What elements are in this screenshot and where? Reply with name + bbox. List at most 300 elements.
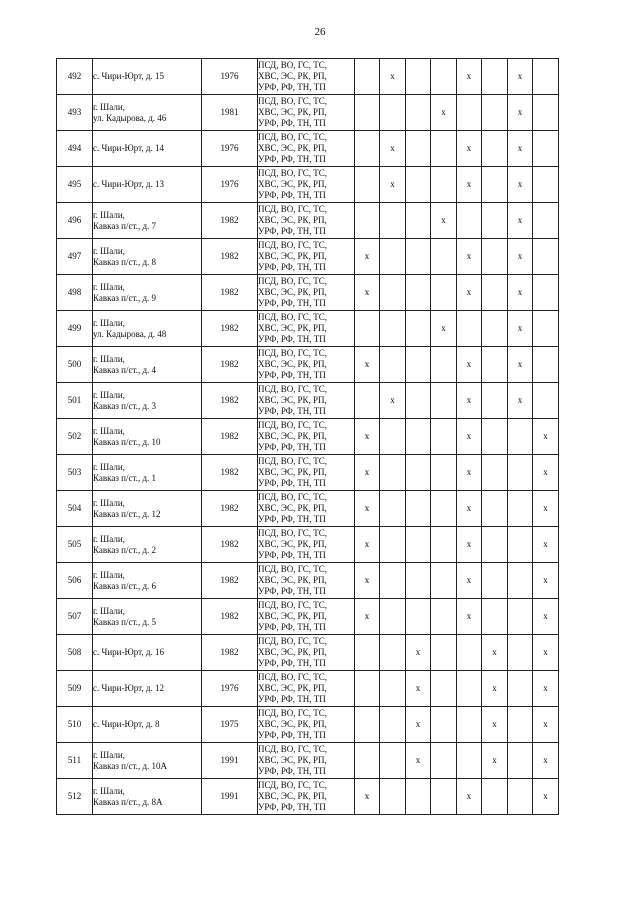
row-number-cell: 499 (57, 311, 93, 347)
row-number-cell: 492 (57, 59, 93, 95)
address-cell (93, 347, 202, 383)
address-line: Кавказ п/ст., д. 7 (93, 220, 157, 231)
year-cell: 1982 (202, 455, 258, 491)
mark-cell: х (457, 527, 482, 563)
mark-cell (482, 167, 508, 203)
mark-cell (355, 311, 380, 347)
systems-cell (258, 59, 355, 95)
address-line: Кавказ п/ст., д. 9 (93, 292, 157, 303)
mark-cell (380, 419, 406, 455)
row-number-cell: 506 (57, 563, 93, 599)
mark-cell (482, 203, 508, 239)
table-row (57, 563, 585, 599)
table-row (57, 455, 585, 491)
systems-line: ХВС, ЭС, РК, РП, (258, 359, 327, 369)
systems-cell (258, 239, 355, 275)
mark-cell: х (355, 563, 380, 599)
address-cell (93, 419, 202, 455)
mark-cell (533, 239, 559, 275)
address-line: г. Шали, (93, 569, 125, 580)
mark-cell: х (380, 167, 406, 203)
systems-cell (258, 383, 355, 419)
mark-cell: х (533, 455, 559, 491)
row-number-cell: 497 (57, 239, 93, 275)
mark-cell (355, 707, 380, 743)
mark-cell (355, 635, 380, 671)
year-cell: 1982 (202, 491, 258, 527)
mark-cell: х (406, 743, 431, 779)
mark-cell (533, 59, 559, 95)
systems-line: УРФ, РФ, ТН, ТП (258, 478, 326, 488)
systems-cell (258, 563, 355, 599)
mark-cell (457, 707, 482, 743)
mark-cell: х (355, 779, 380, 815)
mark-cell (508, 599, 533, 635)
mark-cell (406, 167, 431, 203)
systems-line: ПСД, ВО, ГС, ТС, (258, 672, 328, 682)
systems-line: УРФ, РФ, ТН, ТП (258, 226, 326, 236)
row-number-cell: 500 (57, 347, 93, 383)
row-number-cell: 505 (57, 527, 93, 563)
mark-cell (406, 491, 431, 527)
year-cell: 1982 (202, 383, 258, 419)
mark-cell: х (508, 383, 533, 419)
systems-line: ПСД, ВО, ГС, ТС, (258, 384, 328, 394)
address-cell (93, 203, 202, 239)
mark-cell (355, 203, 380, 239)
table-row (57, 671, 585, 707)
mark-cell (508, 743, 533, 779)
address-line: г. Шали, (93, 497, 125, 508)
mark-cell: х (431, 203, 457, 239)
address-line: Кавказ п/ст., д. 3 (93, 400, 157, 411)
mark-cell (355, 95, 380, 131)
address-cell (93, 599, 202, 635)
mark-cell: х (533, 743, 559, 779)
mark-cell (533, 383, 559, 419)
mark-cell: х (508, 59, 533, 95)
address-cell (93, 779, 202, 815)
year-cell: 1975 (202, 707, 258, 743)
systems-line: УРФ, РФ, ТН, ТП (258, 514, 326, 524)
mark-cell: х (482, 635, 508, 671)
address-line: с. Чири-Юрт, д. 16 (93, 647, 164, 657)
year-cell: 1982 (202, 311, 258, 347)
mark-cell (380, 779, 406, 815)
year-cell: 1976 (202, 671, 258, 707)
mark-cell (482, 347, 508, 383)
year-cell: 1991 (202, 743, 258, 779)
mark-cell (406, 275, 431, 311)
address-line: Кавказ п/ст., д. 8А (93, 796, 163, 807)
mark-cell (406, 95, 431, 131)
systems-cell (258, 275, 355, 311)
table-row (57, 311, 585, 347)
row-number-cell: 509 (57, 671, 93, 707)
systems-line: УРФ, РФ, ТН, ТП (258, 298, 326, 308)
address-cell (93, 671, 202, 707)
mark-cell (380, 347, 406, 383)
page-number: 26 (314, 26, 326, 38)
mark-cell (431, 599, 457, 635)
mark-cell (482, 491, 508, 527)
mark-cell (508, 491, 533, 527)
systems-line: ПСД, ВО, ГС, ТС, (258, 456, 328, 466)
mark-cell (380, 671, 406, 707)
systems-line: УРФ, РФ, ТН, ТП (258, 370, 326, 380)
systems-line: УРФ, РФ, ТН, ТП (258, 622, 326, 632)
mark-cell: х (533, 491, 559, 527)
mark-cell (508, 635, 533, 671)
mark-cell (482, 95, 508, 131)
mark-cell: х (508, 167, 533, 203)
table-row (57, 131, 585, 167)
address-cell (93, 563, 202, 599)
address-line: Кавказ п/ст., д. 6 (93, 580, 157, 591)
mark-cell: х (533, 635, 559, 671)
systems-line: ХВС, ЭС, РК, РП, (258, 143, 327, 153)
mark-cell (380, 563, 406, 599)
address-cell (93, 59, 202, 95)
systems-cell (258, 779, 355, 815)
address-cell (93, 239, 202, 275)
mark-cell: х (533, 599, 559, 635)
systems-cell (258, 167, 355, 203)
address-cell (93, 491, 202, 527)
mark-cell (533, 131, 559, 167)
address-cell (93, 383, 202, 419)
systems-line: ПСД, ВО, ГС, ТС, (258, 600, 328, 610)
mark-cell (355, 743, 380, 779)
mark-cell (380, 95, 406, 131)
mark-cell (508, 779, 533, 815)
systems-line: ПСД, ВО, ГС, ТС, (258, 708, 328, 718)
mark-cell (533, 203, 559, 239)
systems-line: УРФ, РФ, ТН, ТП (258, 550, 326, 560)
mark-cell: х (457, 599, 482, 635)
mark-cell (431, 527, 457, 563)
table-body (57, 59, 585, 815)
mark-cell: х (533, 779, 559, 815)
address-cell (93, 275, 202, 311)
mark-cell (406, 779, 431, 815)
systems-line: ХВС, ЭС, РК, РП, (258, 179, 327, 189)
mark-cell (431, 383, 457, 419)
mark-cell: х (406, 635, 431, 671)
systems-cell (258, 203, 355, 239)
mark-cell: х (508, 239, 533, 275)
systems-line: ПСД, ВО, ГС, ТС, (258, 780, 328, 790)
systems-cell (258, 527, 355, 563)
address-line: с. Чири-Юрт, д. 15 (93, 71, 164, 81)
mark-cell (482, 419, 508, 455)
mark-cell: х (355, 491, 380, 527)
table-row (57, 347, 585, 383)
address-line: с. Чири-Юрт, д. 12 (93, 683, 164, 693)
year-cell: 1976 (202, 59, 258, 95)
mark-cell: х (457, 419, 482, 455)
year-cell: 1982 (202, 347, 258, 383)
mark-cell (431, 419, 457, 455)
address-cell (93, 131, 202, 167)
mark-cell: х (482, 707, 508, 743)
systems-line: ПСД, ВО, ГС, ТС, (258, 312, 328, 322)
systems-line: ХВС, ЭС, РК, РП, (258, 431, 327, 441)
mark-cell (431, 491, 457, 527)
mark-cell: х (533, 419, 559, 455)
mark-cell (482, 311, 508, 347)
systems-line: ПСД, ВО, ГС, ТС, (258, 528, 328, 538)
systems-line: ХВС, ЭС, РК, РП, (258, 323, 327, 333)
mark-cell: х (406, 707, 431, 743)
mark-cell (431, 707, 457, 743)
mark-cell (380, 203, 406, 239)
mark-cell (482, 59, 508, 95)
systems-line: ХВС, ЭС, РК, РП, (258, 251, 327, 261)
address-cell (93, 635, 202, 671)
row-number-cell: 510 (57, 707, 93, 743)
mark-cell (457, 95, 482, 131)
mark-cell (431, 635, 457, 671)
systems-cell (258, 311, 355, 347)
row-number-cell: 496 (57, 203, 93, 239)
table-row (57, 167, 585, 203)
systems-line: ХВС, ЭС, РК, РП, (258, 287, 327, 297)
year-cell: 1982 (202, 203, 258, 239)
mark-cell (406, 347, 431, 383)
systems-line: ХВС, ЭС, РК, РП, (258, 683, 327, 693)
address-line: Кавказ п/ст., д. 8 (93, 256, 157, 267)
mark-cell (431, 59, 457, 95)
mark-cell: х (508, 275, 533, 311)
table-row (57, 95, 585, 131)
mark-cell (533, 275, 559, 311)
systems-cell (258, 131, 355, 167)
mark-cell (533, 95, 559, 131)
year-cell: 1982 (202, 239, 258, 275)
mark-cell: х (457, 275, 482, 311)
mark-cell (431, 743, 457, 779)
address-line: Кавказ п/ст., д. 12 (93, 508, 161, 519)
systems-line: ХВС, ЭС, РК, РП, (258, 719, 327, 729)
mark-cell (533, 167, 559, 203)
mark-cell (406, 59, 431, 95)
systems-line: ПСД, ВО, ГС, ТС, (258, 744, 328, 754)
systems-line: ХВС, ЭС, РК, РП, (258, 215, 327, 225)
row-number-cell: 508 (57, 635, 93, 671)
systems-line: УРФ, РФ, ТН, ТП (258, 586, 326, 596)
systems-line: ХВС, ЭС, РК, РП, (258, 791, 327, 801)
year-cell: 1982 (202, 419, 258, 455)
address-line: г. Шали, (93, 461, 125, 472)
row-number-cell: 503 (57, 455, 93, 491)
mark-cell (482, 563, 508, 599)
row-number-cell: 507 (57, 599, 93, 635)
address-line: с. Чири-Юрт, д. 14 (93, 143, 164, 153)
address-line: г. Шали, (93, 785, 125, 796)
systems-line: УРФ, РФ, ТН, ТП (258, 334, 326, 344)
mark-cell (482, 131, 508, 167)
address-line: г. Шали, (93, 245, 125, 256)
address-cell (93, 311, 202, 347)
mark-cell: х (457, 347, 482, 383)
systems-line: УРФ, РФ, ТН, ТП (258, 658, 326, 668)
table-row (57, 59, 585, 95)
address-line: ул. Кадырова, д. 48 (93, 328, 167, 339)
address-cell (93, 527, 202, 563)
mark-cell (406, 131, 431, 167)
mark-cell (380, 491, 406, 527)
row-number-cell: 512 (57, 779, 93, 815)
address-line: г. Шали, (93, 353, 125, 364)
mark-cell (355, 671, 380, 707)
systems-line: ХВС, ЭС, РК, РП, (258, 71, 327, 81)
mark-cell (406, 563, 431, 599)
systems-line: УРФ, РФ, ТН, ТП (258, 406, 326, 416)
systems-line: ХВС, ЭС, РК, РП, (258, 503, 327, 513)
mark-cell (457, 671, 482, 707)
systems-line: ХВС, ЭС, РК, РП, (258, 611, 327, 621)
systems-line: УРФ, РФ, ТН, ТП (258, 154, 326, 164)
systems-line: ПСД, ВО, ГС, ТС, (258, 564, 328, 574)
mark-cell (355, 167, 380, 203)
row-number-cell: 495 (57, 167, 93, 203)
mark-cell (508, 527, 533, 563)
mark-cell (457, 203, 482, 239)
address-cell (93, 167, 202, 203)
address-cell (93, 743, 202, 779)
mark-cell (457, 743, 482, 779)
systems-line: УРФ, РФ, ТН, ТП (258, 730, 326, 740)
mark-cell: х (533, 527, 559, 563)
systems-line: ХВС, ЭС, РК, РП, (258, 755, 327, 765)
address-line: г. Шали, (93, 101, 125, 112)
systems-line: ПСД, ВО, ГС, ТС, (258, 168, 328, 178)
mark-cell: х (457, 455, 482, 491)
systems-line: УРФ, РФ, ТН, ТП (258, 262, 326, 272)
mark-cell (508, 419, 533, 455)
mark-cell (406, 599, 431, 635)
mark-cell (508, 707, 533, 743)
mark-cell (482, 239, 508, 275)
address-line: с. Чири-Юрт, д. 8 (93, 719, 160, 729)
mark-cell (508, 671, 533, 707)
mark-cell: х (457, 779, 482, 815)
mark-cell (533, 311, 559, 347)
year-cell: 1991 (202, 779, 258, 815)
mark-cell (508, 563, 533, 599)
table-row (57, 203, 585, 239)
systems-cell (258, 707, 355, 743)
mark-cell (380, 707, 406, 743)
mark-cell (355, 131, 380, 167)
mark-cell (406, 383, 431, 419)
mark-cell (406, 239, 431, 275)
address-line: г. Шали, (93, 533, 125, 544)
address-line: г. Шали, (93, 281, 125, 292)
mark-cell: х (457, 491, 482, 527)
row-number-cell: 498 (57, 275, 93, 311)
mark-cell (431, 347, 457, 383)
mark-cell (457, 311, 482, 347)
systems-line: УРФ, РФ, ТН, ТП (258, 190, 326, 200)
systems-cell (258, 599, 355, 635)
systems-line: ПСД, ВО, ГС, ТС, (258, 636, 328, 646)
mark-cell (482, 383, 508, 419)
systems-line: ПСД, ВО, ГС, ТС, (258, 96, 328, 106)
systems-cell (258, 491, 355, 527)
table-row (57, 419, 585, 455)
mark-cell (380, 599, 406, 635)
mark-cell: х (508, 311, 533, 347)
mark-cell (482, 527, 508, 563)
mark-cell: х (355, 455, 380, 491)
mark-cell (431, 275, 457, 311)
address-line: г. Шали, (93, 605, 125, 616)
address-line: Кавказ п/ст., д. 4 (93, 364, 157, 375)
address-line: Кавказ п/ст., д. 10 (93, 436, 161, 447)
mark-cell (457, 635, 482, 671)
mark-cell (380, 527, 406, 563)
mark-cell (533, 347, 559, 383)
systems-cell (258, 419, 355, 455)
address-line: г. Шали, (93, 209, 125, 220)
mark-cell: х (431, 95, 457, 131)
mark-cell: х (457, 383, 482, 419)
address-line: г. Шали, (93, 425, 125, 436)
mark-cell (380, 455, 406, 491)
systems-cell (258, 635, 355, 671)
mark-cell (406, 419, 431, 455)
systems-cell (258, 95, 355, 131)
mark-cell: х (482, 743, 508, 779)
mark-cell: х (482, 671, 508, 707)
mark-cell (482, 599, 508, 635)
mark-cell: х (355, 347, 380, 383)
systems-line: ПСД, ВО, ГС, ТС, (258, 492, 328, 502)
systems-line: УРФ, РФ, ТН, ТП (258, 118, 326, 128)
mark-cell: х (406, 671, 431, 707)
mark-cell (431, 239, 457, 275)
address-line: ул. Кадырова, д. 46 (93, 112, 167, 123)
address-line: Кавказ п/ст., д. 10А (93, 760, 168, 771)
mark-cell (406, 455, 431, 491)
row-number-cell: 504 (57, 491, 93, 527)
mark-cell: х (355, 239, 380, 275)
systems-cell (258, 347, 355, 383)
year-cell: 1982 (202, 563, 258, 599)
row-number-cell: 502 (57, 419, 93, 455)
year-cell: 1976 (202, 131, 258, 167)
systems-line: ПСД, ВО, ГС, ТС, (258, 348, 328, 358)
year-cell: 1976 (202, 167, 258, 203)
address-line: г. Шали, (93, 317, 125, 328)
address-cell (93, 455, 202, 491)
systems-line: ХВС, ЭС, РК, РП, (258, 647, 327, 657)
mark-cell: х (431, 311, 457, 347)
systems-cell (258, 455, 355, 491)
mark-cell (406, 203, 431, 239)
systems-line: ПСД, ВО, ГС, ТС, (258, 240, 328, 250)
systems-line: ПСД, ВО, ГС, ТС, (258, 276, 328, 286)
mark-cell (431, 563, 457, 599)
mark-cell: х (380, 131, 406, 167)
systems-line: ПСД, ВО, ГС, ТС, (258, 204, 328, 214)
year-cell: 1982 (202, 527, 258, 563)
mark-cell: х (508, 95, 533, 131)
mark-cell (380, 743, 406, 779)
mark-cell: х (355, 527, 380, 563)
